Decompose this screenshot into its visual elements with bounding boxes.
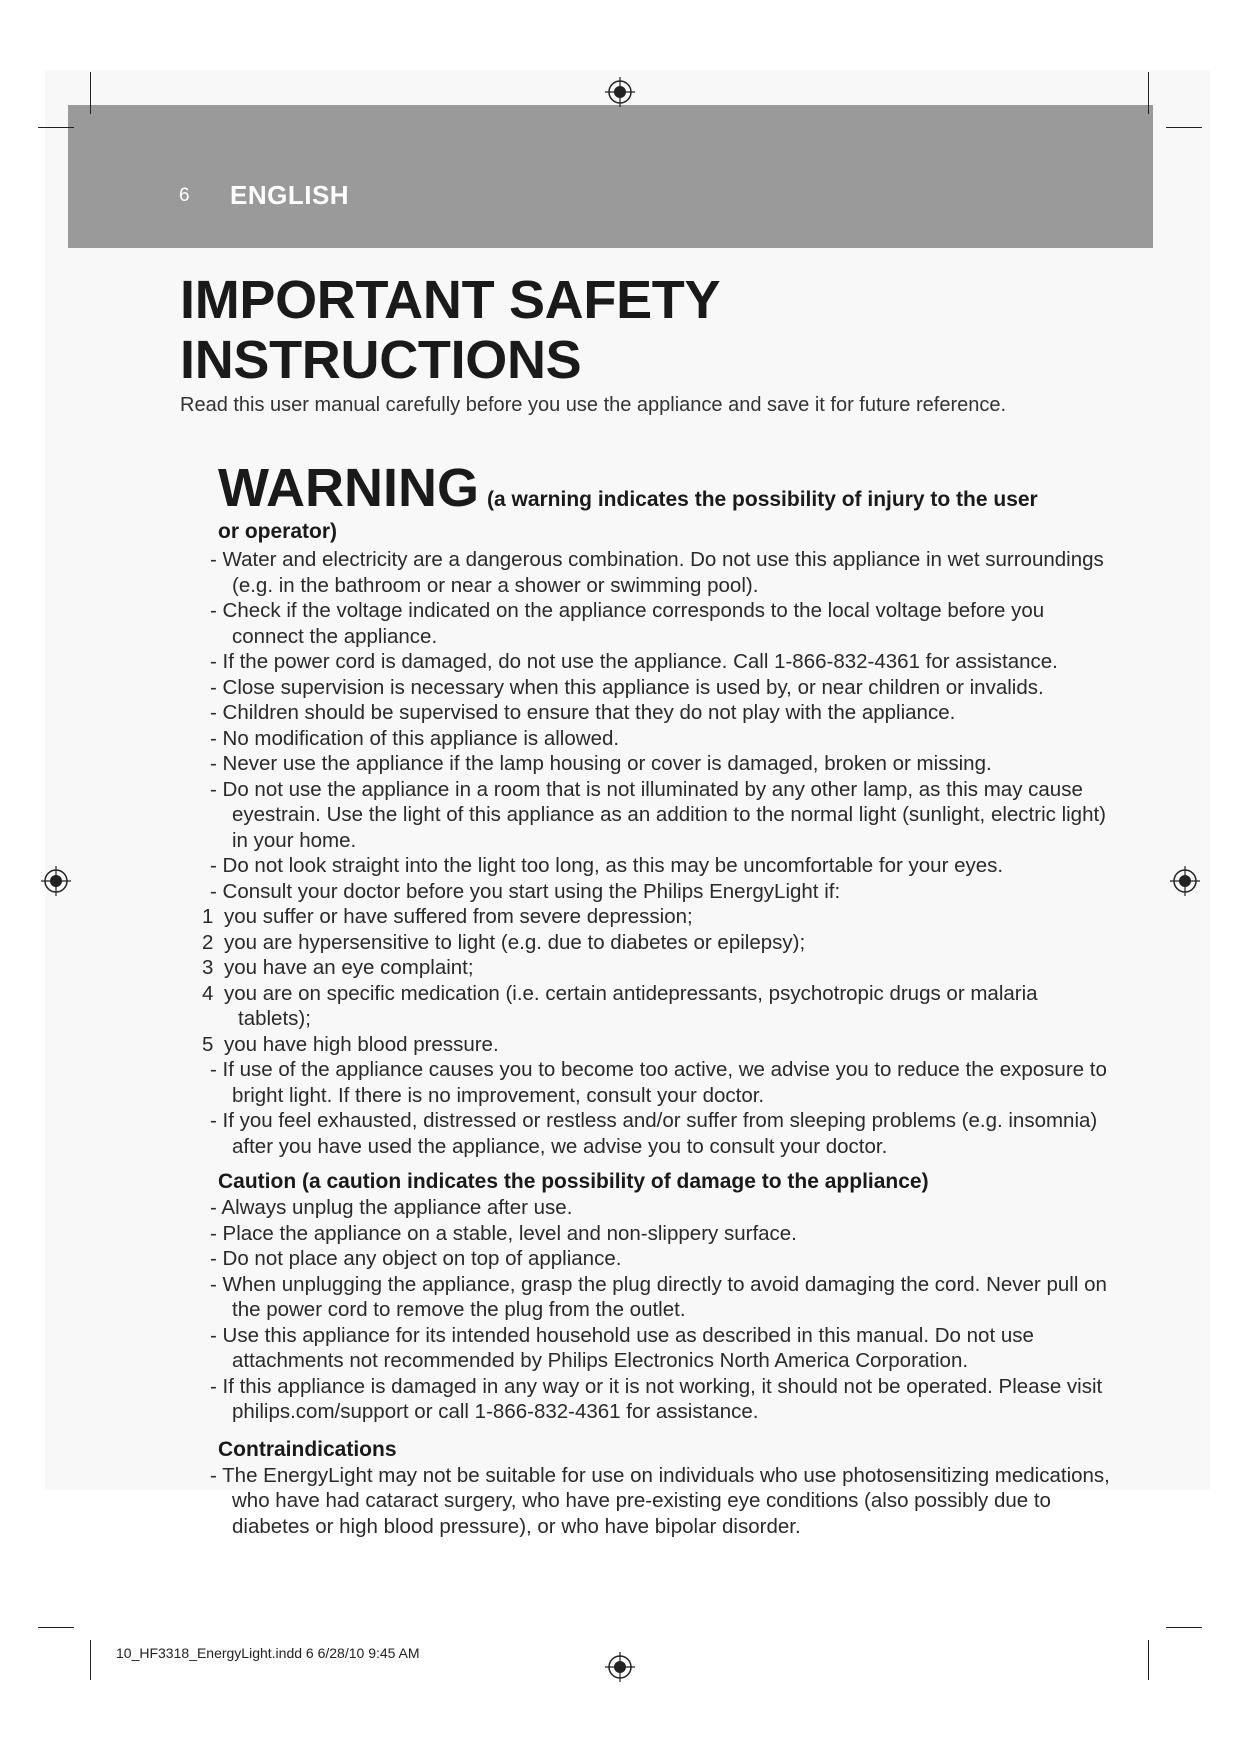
list-item: - If use of the appliance causes you to become too active, we advise you to reduce the exposure to bright light. If there is no improvement, consult your doctor. (210, 1058, 1107, 1107)
crop-mark (90, 1640, 91, 1680)
list-item: - Always unplug the appliance after use. (210, 1196, 573, 1219)
item-number: 3 (202, 956, 214, 979)
item-number: 5 (202, 1032, 214, 1056)
registration-mark-icon (605, 1652, 635, 1682)
item-text: you have high blood pressure. (224, 1032, 499, 1056)
item-number: 1 (202, 905, 214, 928)
warning-heading (218, 458, 1110, 547)
crop-mark (90, 72, 91, 114)
item-number: 2 (202, 930, 214, 954)
list-item: - Do not look straight into the light too long, as this may be uncomfortable for your eyes. (210, 854, 1004, 877)
crop-mark (1148, 1640, 1149, 1680)
list-item: - Consult your doctor before you start using the Philips EnergyLight if: (210, 879, 841, 903)
item-text: you are hypersensitive to light (e.g. due to diabetes or epilepsy); (224, 930, 806, 954)
list-item: - Do not use the appliance in a room that is not illuminated by any other lamp, as this may cause eyestrain. Use the light of this appliance as an addition to the normal light (sunlight, electric light) in your home. (210, 777, 1107, 852)
crop-mark (1166, 127, 1202, 128)
list-item: - No modification of this appliance is allowed. (210, 726, 620, 750)
contraindications-heading: Contraindications (218, 1437, 397, 1461)
warning-note-continued: or operator) (218, 520, 338, 543)
condition-list (180, 904, 1110, 1057)
list-item: - Water and electricity are a dangerous combination. Do not use this appliance in wet surroundings (e.g. in the bathroom or near a shower or swimming pool). (210, 548, 1104, 597)
list-item: - The EnergyLight may not be suitable for use on individuals who use photosensitizing medications, who have had cataract surgery, who have pre-existing eye conditions (also possibly due to diabetes or high blood pressure), or who have bipolar disorder. (210, 1463, 1110, 1538)
registration-mark-icon (41, 866, 71, 896)
warning-list-continued (180, 1057, 1110, 1159)
caution-heading: Caution (a caution indicates the possibility of damage to the appliance) (218, 1170, 929, 1193)
page-subtitle: Read this user manual carefully before you use the appliance and save it for future reference. (180, 394, 1007, 416)
page-title: IMPORTANT SAFETY INSTRUCTIONS (180, 270, 720, 390)
list-item: - Place the appliance on a stable, level and non-slippery surface. (210, 1221, 797, 1245)
numbered-item (188, 904, 1110, 930)
item-text: you are on specific medication (i.e. certain antidepressants, psychotropic drugs or malaria tablets); (224, 981, 1038, 1030)
warning-list (180, 547, 1110, 904)
numbered-item (188, 955, 1110, 981)
list-item: - If the power cord is damaged, do not use the appliance. Call 1-866-832-4361 for assistance. (210, 650, 1058, 673)
language-label: ENGLISH (230, 180, 350, 210)
item-text: you have an eye complaint; (224, 956, 474, 979)
contraindications-list (180, 1463, 1110, 1540)
list-item: - If you feel exhausted, distressed or restless and/or suffer from sleeping problems (e.g. insomnia) after you have used the appliance, we advise you to consult your doctor. (210, 1109, 1098, 1158)
registration-mark-icon (605, 77, 635, 107)
warning-word: WARNING (218, 458, 479, 518)
numbered-item (188, 981, 1110, 1032)
list-item: - If this appliance is damaged in any way or it is not working, it should not be operated. Please visit philips.com/support or call 1-866-832-4361 for assistance. (210, 1374, 1103, 1423)
numbered-item (188, 1032, 1110, 1058)
header-band (68, 105, 1153, 248)
caution-list (180, 1195, 1110, 1425)
registration-mark-icon (1170, 866, 1200, 896)
crop-mark (1148, 72, 1149, 114)
list-item: - Do not place any object on top of appliance. (210, 1247, 622, 1270)
list-item: - Never use the appliance if the lamp housing or cover is damaged, broken or missing. (210, 752, 992, 775)
warning-note: (a warning indicates the possibility of injury to the user (486, 488, 1038, 511)
list-item: - Close supervision is necessary when this appliance is used by, or near children or invalids. (210, 675, 1044, 699)
print-slug: 10_HF3318_EnergyLight.indd 6 6/28/10 9:45 AM (116, 1645, 420, 1661)
list-item: - Children should be supervised to ensure that they do not play with the appliance. (210, 701, 956, 724)
crop-mark (38, 1627, 74, 1628)
page-number: 6 (179, 185, 190, 206)
main-content (180, 270, 1110, 1539)
list-item: - Use this appliance for its intended household use as described in this manual. Do not use attachments not recommended by Philips Electronics North America Corporation. (210, 1323, 1034, 1372)
item-text: you suffer or have suffered from severe depression; (224, 905, 693, 928)
crop-mark (1166, 1627, 1202, 1628)
numbered-item (188, 930, 1110, 956)
list-item: - Check if the voltage indicated on the appliance corresponds to the local voltage before you connect the appliance. (210, 599, 1045, 648)
crop-mark (38, 127, 74, 128)
list-item: - When unplugging the appliance, grasp the plug directly to avoid damaging the cord. Never pull on the power cord to remove the plug from the outlet. (210, 1272, 1107, 1321)
item-number: 4 (202, 981, 214, 1005)
